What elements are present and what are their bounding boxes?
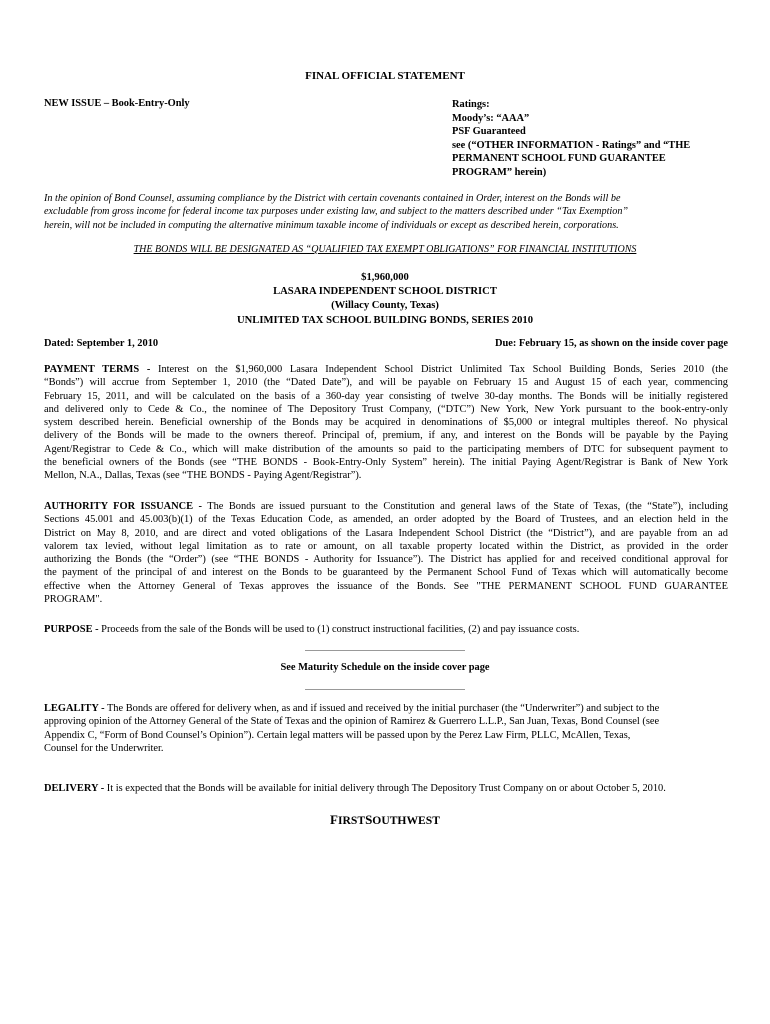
bond-title-block xyxy=(0,271,770,328)
payment-terms-line: delivery of the Bonds will be made to the owners thereof. Principal of, premium, if any, and interest on the Bonds will be payable by the Paying xyxy=(44,430,728,442)
bond-series: UNLIMITED TAX SCHOOL BUILDING BONDS, SERIES 2010 xyxy=(236,314,533,326)
bond-counsel-opinion xyxy=(44,192,728,232)
ratings-line: Moody’s: “AAA” xyxy=(452,112,530,124)
delivery-text: It is expected that the Bonds will be available for initial delivery through The Depository Trust Company on or about October 5, 2010. xyxy=(106,783,666,794)
delivery-section xyxy=(44,782,728,795)
payment-terms-line: Interest on the $1,960,000 Lasara Independent School District Unlimited Tax School Building Bonds, Series 2010 (the xyxy=(158,364,728,375)
payment-terms-line: Agent/Registrar to Cede & Co., which will make distribution of the amounts so paid to the participating members of DTC for subsequent payment to xyxy=(44,443,728,455)
authority-line: the payment of the principal of and interest on the Bonds to be guaranteed by the Permanent School Fund of Texas which will automatically become xyxy=(44,567,728,579)
authority-heading: AUTHORITY FOR ISSUANCE - xyxy=(44,501,202,512)
purpose-text: Proceeds from the sale of the Bonds will be used to (1) construct instructional facilities, (2) and pay issuance costs. xyxy=(101,624,580,635)
qualified-tax-exempt-notice: THE BONDS WILL BE DESIGNATED AS “QUALIFIED TAX EXEMPT OBLIGATIONS” FOR FINANCIAL INSTITUTIONS xyxy=(133,244,637,255)
ratings-line: Ratings: xyxy=(452,99,490,110)
payment-terms-line: and delivered only to Cede & Co., the nominee of The Depository Trust Company, (“DTC”) New York, New York pursuant to the book-entry-only xyxy=(44,403,728,415)
new-issue-label: NEW ISSUE – Book-Entry-Only xyxy=(44,98,190,109)
due-date: Due: February 15, as shown on the inside cover page xyxy=(494,338,728,349)
authority-line: The Bonds are issued pursuant to the Constitution and general laws of the State of Texas, (the “State”), including xyxy=(207,501,728,512)
issuer-name: LASARA INDEPENDENT SCHOOL DISTRICT xyxy=(273,286,497,298)
divider-bottom xyxy=(305,689,465,690)
ratings-line: PROGRAM” herein) xyxy=(452,166,547,178)
payment-terms-line: Mellon, N.A., Dallas, Texas (see “THE BONDS - Paying Agent/Registrar”). xyxy=(44,470,362,482)
ratings-block xyxy=(452,98,742,180)
legality-section xyxy=(44,702,728,755)
payment-terms-line: system described herein. Beneficial ownership of the Bonds may be acquired in denominations of $5,000 or integral multiples thereof. No physical xyxy=(44,417,728,429)
issuer-county: (Willacy County, Texas) xyxy=(331,300,439,312)
payment-terms-line: “Bonds”) will accrue from September 1, 2010 (the “Dated Date”), and will be payable on February 15 and August 15 of each year, commencing xyxy=(44,377,728,389)
underwriter-firm-name: FIRSTSOUTHWEST xyxy=(330,812,440,827)
purpose-section xyxy=(44,623,728,636)
authority-line: effective when the Attorney General of Texas approves the issuance of the Bonds. See "THE PERMANENT SCHOOL FUND GUARANTEE xyxy=(44,580,728,592)
payment-terms-section xyxy=(44,363,728,483)
divider-top xyxy=(305,650,465,651)
legality-line: approving opinion of the Attorney General of the State of Texas and the opinion of Ramirez & Guerrero L.L.P., San Juan, Texas, Bond Counsel (see xyxy=(44,716,660,728)
payment-terms-heading: PAYMENT TERMS - xyxy=(44,364,151,375)
opinion-line: In the opinion of Bond Counsel, assuming compliance by the District with certain covenants contained in Order, interest on the Bonds will be xyxy=(44,193,621,204)
opinion-line: herein, will not be included in computing the alternative minimum taxable income of individuals or except as described herein, corporations. xyxy=(44,219,619,231)
authority-line: PROGRAM". xyxy=(44,594,103,606)
opinion-line: excludable from gross income for federal income tax purposes under existing law, and subject to the matters described under “Tax Exemption” xyxy=(44,206,629,218)
purpose-heading: PURPOSE - xyxy=(44,624,99,635)
authority-line: valorem tax levied, without legal limitation as to rate or amount, on all taxable property located within the District, as provided in the order xyxy=(44,540,728,552)
legality-line: Counsel for the Underwriter. xyxy=(44,742,164,754)
document-title: FINAL OFFICIAL STATEMENT xyxy=(305,70,465,82)
dated-date: Dated: September 1, 2010 xyxy=(44,338,159,349)
authority-line: District on May 8, 2010, and are direct and voted obligations of the Lasara Independent School District (the “District”), and are payable from an ad xyxy=(44,527,728,539)
maturity-schedule-note: See Maturity Schedule on the inside cover page xyxy=(280,662,490,673)
ratings-line: PERMANENT SCHOOL FUND GUARANTEE xyxy=(452,153,666,165)
ratings-line: PSF Guaranteed xyxy=(452,126,526,138)
authority-line: authorizing the Bonds (the “Order”) (see “THE BONDS - Authority for Issuance”). The District has applied for and received conditional approval for xyxy=(44,554,728,566)
legality-heading: LEGALITY - xyxy=(44,703,105,714)
bond-amount: $1,960,000 xyxy=(361,272,409,283)
payment-terms-line: the beneficial owners of the Bonds (see “THE BONDS - Book-Entry-Only System” herein). The initial Paying Agent/Registrar is Bank of New York xyxy=(44,457,728,469)
legality-line: Appendix C, “Form of Bond Counsel’s Opinion”). Certain legal matters will be passed upon by the Perez Law Firm, PLLC, McAllen, Texas, xyxy=(44,729,631,741)
authority-line: Sections 45.001 and 45.003(b)(1) of the Texas Education Code, as amended, an order adopted by the Board of Trustees, and an election held in the xyxy=(44,514,728,526)
authority-section xyxy=(44,500,728,606)
payment-terms-line: February 15, 2011, and will be calculated on the basis of a 360-day year consisting of twelve 30-day months. The Bonds will be initially registered xyxy=(44,390,728,402)
legality-line: The Bonds are offered for delivery when, as and if issued and received by the initial purchaser (the “Underwriter”) and subject to the xyxy=(106,703,660,714)
ratings-line: see (“OTHER INFORMATION - Ratings” and “THE xyxy=(452,139,691,151)
delivery-heading: DELIVERY - xyxy=(44,783,105,794)
